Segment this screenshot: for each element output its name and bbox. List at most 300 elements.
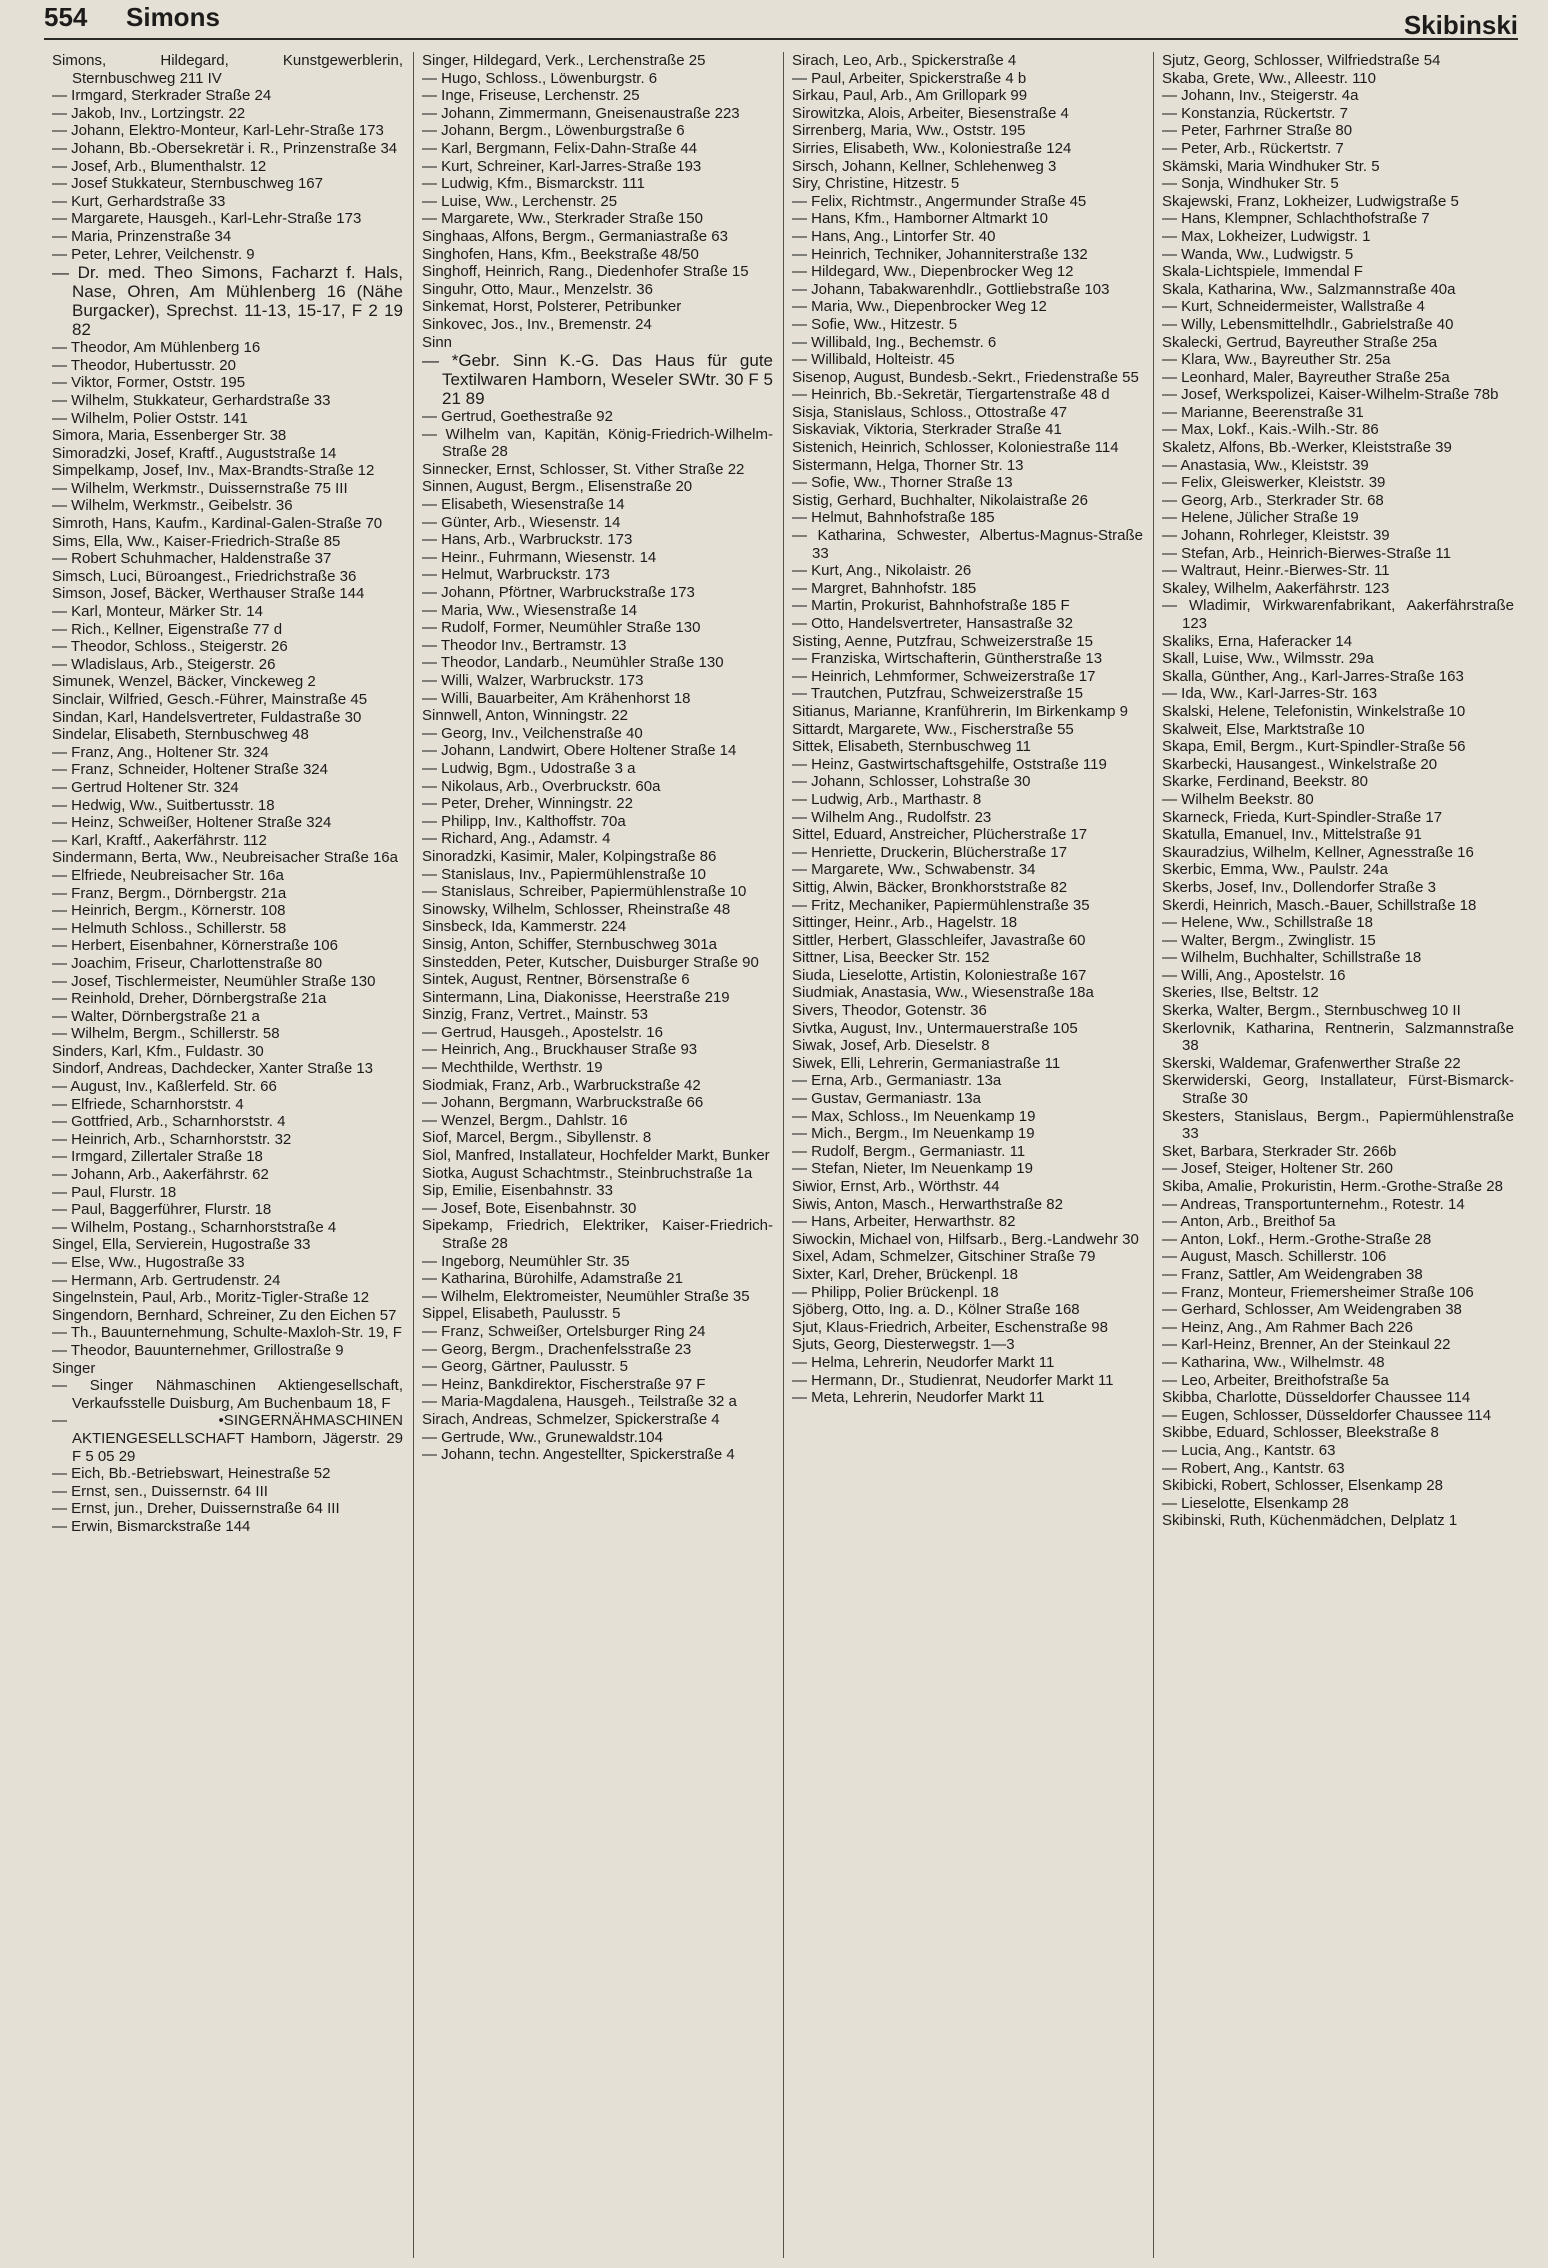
- directory-entry: — Wilhelm, Elektromeister, Neumühler Straße 35: [422, 1287, 750, 1305]
- directory-entry: — Heinrich, Bergm., Körnerstr. 108: [52, 902, 286, 920]
- directory-entry: Sippel, Elisabeth, Paulusstr. 5: [422, 1305, 621, 1323]
- directory-entry: Siwak, Josef, Arb. Dieselstr. 8: [792, 1037, 990, 1055]
- directory-entry: — Margret, Bahnhofstr. 185: [792, 579, 977, 597]
- directory-entry: Singelnstein, Paul, Arb., Moritz-Tigler-Straße 12: [52, 1289, 370, 1307]
- directory-entry: Siskaviak, Viktoria, Sterkrader Straße 41: [792, 421, 1062, 439]
- directory-entry: Siodmiak, Franz, Arb., Warbruckstraße 42: [422, 1076, 701, 1094]
- directory-entry: Simson, Josef, Bäcker, Werthauser Straße 144: [52, 585, 365, 603]
- directory-entry: — Heinz, Gastwirtschaftsgehilfe, Oststraße 119: [792, 755, 1107, 773]
- directory-entry: — Gertrud, Hausgeh., Apostelstr. 16: [422, 1023, 663, 1041]
- directory-entry: Sisting, Aenne, Putzfrau, Schweizerstraße 15: [792, 632, 1093, 650]
- directory-entry: — Paul, Arbeiter, Spickerstraße 4 b: [792, 69, 1027, 87]
- directory-entry: Skerdi, Heinrich, Masch.-Bauer, Schillstraße 18: [1162, 896, 1477, 914]
- directory-entry: — Meta, Lehrerin, Neudorfer Markt 11: [792, 1389, 1045, 1407]
- directory-entry: Siwis, Anton, Masch., Herwarthstraße 82: [792, 1195, 1063, 1213]
- directory-entry: Skaletz, Alfons, Bb.-Werker, Kleiststraße 39: [1162, 439, 1452, 457]
- directory-entry: Skall, Luise, Ww., Wilmsstr. 29a: [1162, 650, 1374, 668]
- directory-entry: Sinders, Karl, Kfm., Fuldastr. 30: [52, 1042, 264, 1060]
- directory-entry: Siwior, Ernst, Arb., Wörthstr. 44: [792, 1178, 1000, 1195]
- directory-entry: Sivers, Theodor, Gotenstr. 36: [792, 1002, 987, 1020]
- directory-entry: Skämski, Maria Windhuker Str. 5: [1162, 157, 1380, 175]
- directory-entry: — Klara, Ww., Bayreuther Str. 25a: [1162, 351, 1391, 369]
- directory-entry: — Karl, Monteur, Märker Str. 14: [52, 603, 263, 621]
- header-right-name: Skibinski: [1403, 10, 1518, 40]
- directory-entry: — Wilhelm, Buchhalter, Schillstraße 18: [1162, 949, 1422, 967]
- directory-entry: — Kurt, Schreiner, Karl-Jarres-Straße 193: [422, 157, 702, 175]
- directory-entry: — Johann, Tabakwarenhdlr., Gottliebstraße 103: [792, 280, 1110, 298]
- directory-entry: — Kurt, Ang., Nikolaistr. 26: [792, 562, 972, 580]
- directory-entry: — Elisabeth, Wiesenstraße 14: [422, 496, 625, 514]
- directory-entry: — Robert, Ang., Kantstr. 63: [1162, 1459, 1345, 1477]
- directory-entry: — Georg, Arb., Sterkrader Str. 68: [1162, 491, 1384, 509]
- directory-entry: — Wilhelm, Bergm., Schillerstr. 58: [52, 1025, 280, 1043]
- directory-entry: Skaba, Grete, Ww., Alleestr. 110: [1162, 69, 1376, 87]
- directory-entry: — Stefan, Arb., Heinrich-Bierwes-Straße 11: [1162, 544, 1451, 562]
- directory-entry: — Stanislaus, Schreiber, Papiermühlenstraße 10: [422, 883, 747, 901]
- directory-entry: — Konstanzia, Rückertstr. 7: [1162, 104, 1348, 122]
- directory-entry: — Ernst, sen., Duissernstr. 64 III: [52, 1482, 268, 1500]
- directory-entry: — Marianne, Beerenstraße 31: [1162, 403, 1364, 421]
- directory-entry: — Stanislaus, Inv., Papiermühlenstraße 10: [422, 865, 707, 883]
- directory-entry: Sintermann, Lina, Diakonisse, Heerstraße 219: [422, 988, 730, 1006]
- directory-entry: — Hildegard, Ww., Diepenbrocker Weg 12: [792, 263, 1074, 281]
- directory-entry: — Franz, Schneider, Holtener Straße 324: [52, 761, 328, 779]
- directory-entry: Skiba, Amalie, Prokuristin, Herm.-Grothe-Straße 28: [1162, 1178, 1503, 1195]
- directory-entry: Sivtka, August, Inv., Untermauerstraße 105: [792, 1019, 1078, 1037]
- directory-entry: — Reinhold, Dreher, Dörnbergstraße 21a: [52, 990, 327, 1008]
- directory-entry: — Hans, Klempner, Schlachthofstraße 7: [1162, 210, 1430, 228]
- directory-entry: — Anton, Lokf., Herm.-Grothe-Straße 28: [1162, 1230, 1432, 1248]
- directory-entry: Sittner, Lisa, Beecker Str. 152: [792, 949, 990, 967]
- directory-entry: — Heinrich, Arb., Scharnhorststr. 32: [52, 1130, 292, 1148]
- directory-entry: — Wilhelm, Postang., Scharnhorststraße 4: [52, 1218, 337, 1236]
- directory-entry: — Elfriede, Scharnhorststr. 4: [52, 1095, 244, 1113]
- directory-entry: Singhoff, Heinrich, Rang., Diedenhofer Straße 15: [422, 263, 749, 281]
- directory-entry: — Gertrud Holtener Str. 324: [52, 778, 239, 796]
- directory-entry: — Josef Stukkateur, Sternbuschweg 167: [52, 175, 323, 193]
- directory-entry: Sipekamp, Friedrich, Elektriker, Kaiser-Friedrich-Straße 28: [422, 1217, 773, 1252]
- directory-entry: Simoradzki, Josef, Kraftf., Auguststraße 14: [52, 444, 337, 462]
- directory-column-1: [44, 52, 414, 2258]
- directory-entry: — Johann, Pförtner, Warbruckstraße 173: [422, 584, 695, 602]
- directory-entry: Sittek, Elisabeth, Sternbuschweg 11: [792, 738, 1032, 756]
- directory-entry: — Hedwig, Ww., Suitbertusstr. 18: [52, 796, 275, 814]
- directory-entry: Sjöberg, Otto, Ing. a. D., Kölner Straße 168: [792, 1301, 1080, 1319]
- directory-entry: — Kurt, Gerhardstraße 33: [52, 192, 226, 210]
- directory-entry: — Eugen, Schlosser, Düsseldorfer Chaussee 114: [1162, 1406, 1492, 1424]
- directory-entry: — Hans, Arb., Warbruckstr. 173: [422, 531, 633, 549]
- directory-entry: — Heinrich, Lehmformer, Schweizerstraße 17: [792, 667, 1096, 685]
- directory-entry: Sinoradzki, Kasimir, Maler, Kolpingstraße 86: [422, 847, 717, 865]
- directory-entry: — Luise, Ww., Lerchenstr. 25: [422, 192, 618, 210]
- directory-entry: — August, Inv., Kaßlerfeld. Str. 66: [52, 1078, 277, 1096]
- directory-entry: — Wanda, Ww., Ludwigstr. 5: [1162, 245, 1354, 263]
- directory-entry: Sixel, Adam, Schmelzer, Gitschiner Straße 79: [792, 1248, 1096, 1266]
- directory-entry: — Ingeborg, Neumühler Str. 35: [422, 1252, 630, 1270]
- directory-entry: Skerwiderski, Georg, Installateur, Fürst-Bismarck-Straße 30: [1162, 1072, 1514, 1108]
- directory-entry: — Helma, Lehrerin, Neudorfer Markt 11: [792, 1353, 1055, 1371]
- directory-entry: — Wilhelm Ang., Rudolfstr. 23: [792, 808, 992, 826]
- directory-entry: — Johann, Inv., Steigerstr. 4a: [1162, 87, 1359, 105]
- directory-entry: Sisenop, August, Bundesb.-Sekrt., Friedenstraße 55: [792, 368, 1139, 386]
- directory-entry: — Josef, Tischlermeister, Neumühler Straße 130: [52, 972, 376, 990]
- directory-entry: — Hermann, Dr., Studienrat, Neudorfer Markt 11: [792, 1371, 1114, 1389]
- directory-entry: Singhofen, Hans, Kfm., Beekstraße 48/50: [422, 245, 699, 263]
- directory-entry: — Maria, Prinzenstraße 34: [52, 227, 232, 245]
- directory-entry: Sinkovec, Jos., Inv., Bremenstr. 24: [422, 315, 652, 333]
- directory-entry: — Waltraut, Heinr.-Bierwes-Str. 11: [1162, 562, 1390, 580]
- directory-entry: — Johann, Bergmann, Warbruckstraße 66: [422, 1094, 704, 1112]
- directory-entry: — Willi, Ang., Apostelstr. 16: [1162, 966, 1346, 984]
- directory-entry: — Heinz, Bankdirektor, Fischerstraße 97 F: [422, 1375, 706, 1393]
- directory-entry: — Trautchen, Putzfrau, Schweizerstraße 15: [792, 685, 1083, 703]
- directory-entry: Skibba, Charlotte, Düsseldorfer Chaussee 114: [1162, 1389, 1471, 1407]
- directory-entry: — Erwin, Bismarckstraße 144: [52, 1517, 251, 1535]
- directory-entry: — Richard, Ang., Adamstr. 4: [422, 830, 611, 848]
- directory-entry: — Sofie, Ww., Hitzestr. 5: [792, 315, 958, 333]
- directory-entry: — Otto, Handelsvertreter, Hansastraße 32: [792, 615, 1073, 632]
- directory-entry: — Johann, Schlosser, Lohstraße 30: [792, 773, 1031, 791]
- directory-entry: Sitianus, Marianne, Kranführerin, Im Birkenkamp 9: [792, 702, 1128, 720]
- directory-entry: Sinnen, August, Bergm., Elisenstraße 20: [422, 478, 693, 496]
- directory-entry: Skala-Lichtspiele, Immendal F: [1162, 263, 1363, 281]
- directory-entry: — Viktor, Former, Oststr. 195: [52, 374, 246, 392]
- directory-entry: — Kurt, Schneidermeister, Wallstraße 4: [1162, 298, 1425, 316]
- directory-entry: Skalla, Günther, Ang., Karl-Jarres-Straße 163: [1162, 667, 1464, 685]
- directory-entry: Sindermann, Berta, Ww., Neubreisacher Straße 16a: [52, 849, 398, 867]
- directory-entry: — Philipp, Polier Brückenpl. 18: [792, 1283, 999, 1301]
- directory-entry: — Wilhelm, Werkmstr., Geibelstr. 36: [52, 497, 293, 515]
- directory-entry: — Willi, Walzer, Warbruckstr. 173: [422, 672, 644, 689]
- directory-entry: Singendorn, Bernhard, Schreiner, Zu den Eichen 57: [52, 1306, 397, 1324]
- directory-entry: — Helmuth Schloss., Schillerstr. 58: [52, 919, 287, 937]
- directory-entry: Sirach, Andreas, Schmelzer, Spickerstraße 4: [422, 1410, 720, 1428]
- directory-entry: Skatulla, Emanuel, Inv., Mittelstraße 91: [1162, 826, 1422, 844]
- directory-entry: Sittel, Eduard, Anstreicher, Plücherstraße 17: [792, 826, 1088, 844]
- page-header: [44, 0, 1518, 40]
- directory-entry: — Heinz, Schweißer, Holtener Straße 324: [52, 814, 332, 832]
- directory-entry: — Erna, Arb., Germaniastr. 13a: [792, 1072, 1002, 1090]
- directory-entry: Skesters, Stanislaus, Bergm., Papiermühlenstraße 33: [1162, 1107, 1514, 1143]
- directory-entry: Sintek, August, Rentner, Börsenstraße 6: [422, 971, 690, 989]
- directory-entry: Skibinski, Ruth, Küchenmädchen, Delplatz 1: [1162, 1512, 1458, 1530]
- directory-entry: — Rich., Kellner, Eigenstraße 77 d: [52, 620, 283, 638]
- directory-entry: Siry, Christine, Hitzestr. 5: [792, 175, 960, 193]
- directory-entry: — Karl, Bergmann, Felix-Dahn-Straße 44: [422, 139, 698, 157]
- directory-entry: — Wilhelm, Polier Oststr. 141: [52, 409, 248, 427]
- directory-entry: Siol, Manfred, Installateur, Hochfelder Markt, Bunker: [422, 1147, 770, 1165]
- directory-entry: Skala, Katharina, Ww., Salzmannstraße 40a: [1162, 280, 1456, 298]
- directory-entry: — Franz, Schweißer, Ortelsburger Ring 24: [422, 1322, 706, 1340]
- directory-entry: — Robert Schuhmacher, Haldenstraße 37: [52, 550, 332, 568]
- directory-entry: — Jakob, Inv., Lortzingstr. 22: [52, 104, 246, 122]
- directory-entry: — Maria-Magdalena, Hausgeh., Teilstraße 32 a: [422, 1393, 737, 1411]
- directory-entry: — Anastasia, Ww., Kleiststr. 39: [1162, 456, 1369, 474]
- directory-entry: — Hugo, Schloss., Löwenburgstr. 6: [422, 69, 658, 87]
- directory-entry: Sittardt, Margarete, Ww., Fischerstraße 55: [792, 720, 1074, 738]
- directory-entry: Siotka, August Schachtmstr., Steinbruchstraße 1a: [422, 1164, 753, 1182]
- directory-entry: — Peter, Dreher, Winningstr. 22: [422, 795, 633, 813]
- directory-entry: — Ludwig, Bgm., Udostraße 3 a: [422, 759, 636, 777]
- directory-entry: — Hans, Ang., Lintorfer Str. 40: [792, 227, 996, 245]
- directory-entry: — Stefan, Nieter, Im Neuenkamp 19: [792, 1160, 1033, 1178]
- directory-entry: Simunek, Wenzel, Bäcker, Vinckeweg 2: [52, 673, 316, 691]
- directory-entry: — Theodor, Landarb., Neumühler Straße 130: [422, 654, 724, 672]
- directory-entry: — Wladislaus, Arb., Steigerstr. 26: [52, 655, 276, 673]
- directory-entry: Singer, Hildegard, Verk., Lerchenstraße 25: [422, 52, 706, 69]
- directory-entry: Sindelar, Elisabeth, Sternbuschweg 48: [52, 726, 309, 744]
- directory-entry: — Eich, Bb.-Betriebswart, Heinestraße 52: [52, 1465, 331, 1483]
- directory-entry: — Walter, Bergm., Zwinglistr. 15: [1162, 931, 1376, 949]
- directory-entry: Siuda, Lieselotte, Artistin, Koloniestraße 167: [792, 966, 1087, 984]
- directory-entry: — Franziska, Wirtschafterin, Güntherstraße 13: [792, 650, 1103, 668]
- directory-entry: — Leo, Arbeiter, Breithofstraße 5a: [1162, 1371, 1389, 1389]
- directory-entry: Sip, Emilie, Eisenbahnstr. 33: [422, 1182, 613, 1200]
- directory-entry: Sittler, Herbert, Glasschleifer, Javastraße 60: [792, 931, 1086, 949]
- directory-entry: Siwek, Elli, Lehrerin, Germaniastraße 11: [792, 1054, 1061, 1072]
- directory-entry: Skerski, Waldemar, Grafenwerther Straße 22: [1162, 1054, 1461, 1072]
- directory-entry: — Elfriede, Neubreisacher Str. 16a: [52, 866, 284, 884]
- directory-entry: — Rudolf, Bergm., Germaniastr. 11: [792, 1142, 1026, 1160]
- directory-entry: — Wladimir, Wirkwarenfabrikant, Aakerfährstraße 123: [1162, 597, 1514, 632]
- directory-entry: — Heinrich, Techniker, Johanniterstraße 132: [792, 245, 1088, 263]
- directory-entry: Simons, Hildegard, Kunstgewerblerin, Sternbuschweg 211 IV: [52, 52, 403, 87]
- directory-entry: Sinclair, Wilfried, Gesch.-Führer, Mainstraße 45: [52, 691, 368, 708]
- directory-entry: — Herbert, Eisenbahner, Körnerstraße 106: [52, 937, 338, 955]
- directory-entry: — Ludwig, Kfm., Bismarckstr. 111: [422, 175, 645, 193]
- directory-entry: — Franz, Sattler, Am Weidengraben 38: [1162, 1265, 1423, 1283]
- directory-entry: — Sofie, Ww., Thorner Straße 13: [792, 474, 1013, 492]
- directory-entry: Singer: [52, 1359, 96, 1377]
- directory-entry: Skarke, Ferdinand, Beekstr. 80: [1162, 773, 1368, 791]
- directory-entry: — Johann, Landwirt, Obere Holtener Straße 14: [422, 742, 737, 760]
- directory-entry: Siwockin, Michael von, Hilfsarb., Berg.-Landwehr 30: [792, 1230, 1139, 1248]
- directory-entry: — Paul, Flurstr. 18: [52, 1183, 177, 1201]
- directory-entry: — Gerhard, Schlosser, Am Weidengraben 38: [1162, 1301, 1462, 1319]
- directory-entry: Sjut, Klaus-Friedrich, Arbeiter, Eschenstraße 98: [792, 1318, 1108, 1336]
- directory-entry: — Margarete, Ww., Schwabenstr. 34: [792, 861, 1036, 879]
- directory-entry: — Johann, Bergm., Löwenburgstraße 6: [422, 122, 685, 140]
- directory-entry: Sistenich, Heinrich, Schlosser, Koloniestraße 114: [792, 439, 1119, 457]
- directory-entry: — Nikolaus, Arb., Overbruckstr. 60a: [422, 777, 661, 795]
- directory-entry: Skarbecki, Hausangest., Winkelstraße 20: [1162, 755, 1438, 773]
- directory-entry: Sirowitzka, Alois, Arbeiter, Biesenstraße 4: [792, 104, 1069, 122]
- directory-entry: — Ludwig, Arb., Marthastr. 8: [792, 790, 982, 808]
- directory-entry: — Theodor, Hubertusstr. 20: [52, 356, 236, 374]
- directory-entry: — Karl, Kraftf., Aakerfährstr. 112: [52, 831, 267, 849]
- directory-entry: — Helene, Ww., Schillstraße 18: [1162, 914, 1373, 932]
- directory-entry: Sindorf, Andreas, Dachdecker, Xanter Straße 13: [52, 1060, 374, 1078]
- directory-entry: — Gustav, Germaniastr. 13a: [792, 1090, 981, 1108]
- directory-entry: — Heinrich, Bb.-Sekretär, Tiergartenstraße 48 d: [792, 386, 1110, 404]
- directory-entry: Singhaas, Alfons, Bergm., Germaniastraße 63: [422, 227, 728, 245]
- directory-entry: — August, Masch. Schillerstr. 106: [1162, 1248, 1387, 1266]
- directory-entry: — Anton, Arb., Breithof 5a: [1162, 1213, 1336, 1231]
- directory-entry: — Mich., Bergm., Im Neuenkamp 19: [792, 1125, 1035, 1143]
- directory-entry: — Georg, Gärtner, Paulusstr. 5: [422, 1358, 628, 1376]
- directory-entry: — Ernst, jun., Dreher, Duissernstraße 64 III: [52, 1500, 340, 1518]
- directory-entry: — Willy, Lebensmittelhdlr., Gabrielstraße 40: [1162, 315, 1454, 333]
- directory-entry: — Felix, Richtmstr., Angermunder Straße 45: [792, 192, 1087, 210]
- directory-entry: — Paul, Baggerführer, Flurstr. 18: [52, 1201, 272, 1219]
- directory-entry: Skajewski, Franz, Lokheizer, Ludwigstraße 5: [1162, 192, 1459, 210]
- directory-entry: — Leonhard, Maler, Bayreuther Straße 25a: [1162, 368, 1450, 386]
- directory-entry: — Theodor, Schloss., Steigerstr. 26: [52, 638, 288, 656]
- directory-entry: Sinstedden, Peter, Kutscher, Duisburger Straße 90: [422, 953, 759, 971]
- directory-entry: — Wilhelm Beekstr. 80: [1162, 790, 1314, 808]
- directory-entry: — Hermann, Arb. Gertrudenstr. 24: [52, 1271, 281, 1289]
- directory-entry: Skibicki, Robert, Schlosser, Elsenkamp 28: [1162, 1477, 1443, 1495]
- directory-entry: — Th., Bauunternehmung, Schulte-Maxloh-Str. 19, F: [52, 1324, 402, 1342]
- directory-entry: — Lucia, Ang., Kantstr. 63: [1162, 1441, 1336, 1459]
- directory-entry: — Heinrich, Ang., Bruckhauser Straße 93: [422, 1041, 698, 1059]
- directory-entry: — Katharina, Ww., Wilhelmstr. 48: [1162, 1353, 1385, 1371]
- directory-entry: — Helene, Jülicher Straße 19: [1162, 509, 1359, 527]
- directory-entry: — Franz, Monteur, Friemersheimer Straße 106: [1162, 1283, 1474, 1301]
- directory-entry: — Helmut, Bahnhofstraße 185: [792, 509, 995, 527]
- directory-entry: Sittig, Alwin, Bäcker, Bronkhorststraße 82: [792, 878, 1068, 896]
- directory-entry: — Franz, Ang., Holtener Str. 324: [52, 743, 269, 761]
- directory-entry: Skalweit, Else, Marktstraße 10: [1162, 720, 1365, 738]
- directory-entry: Sirkau, Paul, Arb., Am Grillopark 99: [792, 87, 1028, 105]
- directory-entry: Skerka, Walter, Bergm., Sternbuschweg 10 II: [1162, 1002, 1461, 1020]
- directory-entry: — Peter, Farhrner Straße 80: [1162, 122, 1353, 140]
- directory-entry: Sixter, Karl, Dreher, Brückenpl. 18: [792, 1265, 1018, 1283]
- directory-entry: — Johann, Zimmermann, Gneisenaustraße 223: [422, 104, 740, 122]
- directory-entry: — *Gebr. Sinn K.-G. Das Haus für gute Textilwaren Hamborn, Weseler SWtr. 30 F 5 21 89: [422, 351, 773, 409]
- directory-entry: — Martin, Prokurist, Bahnhofstraße 185 F: [792, 597, 1070, 615]
- directory-entry: Siof, Marcel, Bergm., Sibyllenstr. 8: [422, 1129, 652, 1147]
- directory-entry: Skerlovnik, Katharina, Rentnerin, Salzmannstraße 38: [1162, 1019, 1514, 1055]
- directory-entry: — Johann, Elektro-Monteur, Karl-Lehr-Straße 173: [52, 122, 384, 140]
- directory-column-3: [784, 52, 1154, 2258]
- directory-entry: — Wilhelm van, Kapitän, König-Friedrich-Wilhelm-Straße 28: [422, 425, 773, 461]
- directory-entry: — Margarete, Ww., Sterkrader Straße 150: [422, 210, 703, 228]
- directory-entry: — Josef, Bote, Eisenbahnstr. 30: [422, 1199, 637, 1217]
- directory-column-2: [414, 52, 784, 2258]
- header-left-name: Simons: [126, 2, 220, 32]
- directory-entry: — Dr. med. Theo Simons, Facharzt f. Hals, Nase, Ohren, Am Mühlenberg 16 (Nähe Burgacker), Sprechst. 11-13, 15-17, F 2 19 82: [52, 263, 403, 340]
- directory-entry: Sirsch, Johann, Kellner, Schlehenweg 3: [792, 157, 1057, 175]
- directory-entry: — Max, Schloss., Im Neuenkamp 19: [792, 1107, 1036, 1125]
- directory-entry: — Hans, Arbeiter, Herwarthstr. 82: [792, 1213, 1016, 1231]
- directory-entry: — Georg, Bergm., Drachenfelsstraße 23: [422, 1340, 692, 1358]
- directory-entry: Skauradzius, Wilhelm, Kellner, Agnesstraße 16: [1162, 843, 1474, 861]
- directory-entry: Sisja, Stanislaus, Schloss., Ottostraße 47: [792, 403, 1068, 421]
- page-number: 554: [44, 2, 88, 32]
- directory-entry: — Rudolf, Former, Neumühler Straße 130: [422, 619, 701, 637]
- directory-entry: Skibbe, Eduard, Schlosser, Bleekstraße 8: [1162, 1424, 1439, 1442]
- directory-entry: Sinzig, Franz, Vertret., Mainstr. 53: [422, 1006, 648, 1024]
- directory-entry: — Singer Nähmaschinen Aktiengesellschaft, Verkaufsstelle Duisburg, Am Buchenbaum 18, F: [52, 1377, 403, 1412]
- directory-entry: Simpelkamp, Josef, Inv., Max-Brandts-Straße 12: [52, 462, 375, 480]
- directory-entry: — Georg, Inv., Veilchenstraße 40: [422, 724, 643, 742]
- directory-entry: Sinkemat, Horst, Polsterer, Petribunker: [422, 298, 682, 316]
- directory-entry: — Margarete, Hausgeh., Karl-Lehr-Straße 173: [52, 210, 362, 228]
- directory-entry: Sirach, Leo, Arb., Spickerstraße 4: [792, 52, 1017, 69]
- directory-entry: Skaliks, Erna, Haferacker 14: [1162, 632, 1353, 650]
- directory-entry: — Mechthilde, Werthstr. 19: [422, 1059, 603, 1077]
- directory-entry: — Heinz, Ang., Am Rahmer Bach 226: [1162, 1318, 1413, 1336]
- directory-entry: Sims, Ella, Ww., Kaiser-Friedrich-Straße 85: [52, 532, 341, 550]
- directory-entry: — Theodor, Bauunternehmer, Grillostraße 9: [52, 1341, 344, 1359]
- directory-entry: Simroth, Hans, Kaufm., Kardinal-Galen-Straße 70: [52, 515, 383, 533]
- directory-entry: — Franz, Bergm., Dörnbergstr. 21a: [52, 884, 287, 902]
- directory-entry: — Fritz, Mechaniker, Papiermühlenstraße 35: [792, 896, 1090, 914]
- directory-entry: Sinnwell, Anton, Winningstr. 22: [422, 707, 628, 725]
- directory-entry: — Maria, Ww., Wiesenstraße 14: [422, 601, 638, 619]
- directory-entry: — Willi, Bauarbeiter, Am Krähenhorst 18: [422, 689, 691, 707]
- directory-entry: — Peter, Lehrer, Veilchenstr. 9: [52, 245, 255, 263]
- directory-entry: — Wenzel, Bergm., Dahlstr. 16: [422, 1111, 628, 1129]
- directory-entry: — Gertrude, Ww., Grunewaldstr.104: [422, 1428, 663, 1446]
- directory-entry: — Philipp, Inv., Kalthoffstr. 70a: [422, 812, 626, 830]
- directory-column-4: [1154, 52, 1524, 2258]
- directory-entry: — Felix, Gleiswerker, Kleiststr. 39: [1162, 474, 1386, 492]
- directory-entry: — Max, Lokheizer, Ludwigstr. 1: [1162, 227, 1371, 245]
- directory-entry: — Josef, Werkspolizei, Kaiser-Wilhelm-Straße 78b: [1162, 386, 1499, 404]
- directory-entry: Sinn: [422, 333, 453, 351]
- directory-entry: — Lieselotte, Elsenkamp 28: [1162, 1494, 1349, 1512]
- directory-entry: — Johann, Bb.-Obersekretär i. R., Prinzenstraße 34: [52, 139, 398, 157]
- directory-entry: — Helmut, Warbruckstr. 173: [422, 566, 610, 584]
- directory-entry: — Josef, Arb., Blumenthalstr. 12: [52, 157, 267, 175]
- directory-entry: Simsch, Luci, Büroangest., Friedrichstraße 36: [52, 567, 357, 585]
- directory-entry: — Irmgard, Sterkrader Straße 24: [52, 87, 272, 105]
- directory-entry: Skaley, Wilhelm, Aakerfährstr. 123: [1162, 579, 1390, 597]
- directory-entry: — Johann, Rohrleger, Kleiststr. 39: [1162, 527, 1390, 545]
- directory-entry: — Katharina, Bürohilfe, Adamstraße 21: [422, 1270, 683, 1288]
- directory-entry: Skerbic, Emma, Ww., Paulstr. 24a: [1162, 861, 1388, 879]
- directory-entry: — Gottfried, Arb., Scharnhorststr. 4: [52, 1113, 286, 1131]
- directory-entry: — Theodor, Am Mühlenberg 16: [52, 339, 261, 357]
- directory-entry: Sinowsky, Wilhelm, Schlosser, Rheinstraße 48: [422, 900, 731, 918]
- directory-entry: — Johann, Arb., Aakerfährstr. 62: [52, 1166, 269, 1184]
- directory-entry: Sjutz, Georg, Schlosser, Wilfriedstraße 54: [1162, 52, 1441, 69]
- directory-entry: — Theodor Inv., Bertramstr. 13: [422, 636, 627, 654]
- directory-entry: — Gertrud, Goethestraße 92: [422, 408, 613, 426]
- directory-entry: — Max, Lokf., Kais.-Wilh.-Str. 86: [1162, 421, 1379, 439]
- directory-columns: [44, 52, 1524, 2258]
- directory-entry: — •SINGERNÄHMASCHINEN AKTIENGESELLSCHAFT Hamborn, Jägerstr. 29 F 5 05 29: [52, 1412, 403, 1465]
- directory-entry: — Wilhelm, Stukkateur, Gerhardstraße 33: [52, 391, 331, 409]
- directory-entry: Sistig, Gerhard, Buchhalter, Nikolaistraße 26: [792, 491, 1088, 509]
- directory-entry: — Sonja, Windhuker Str. 5: [1162, 175, 1339, 193]
- directory-entry: Skeries, Ilse, Beltstr. 12: [1162, 984, 1319, 1002]
- directory-entry: — Wilhelm, Werkmstr., Duissernstraße 75 III: [52, 479, 348, 497]
- directory-entry: Sinsig, Anton, Schiffer, Sternbuschweg 301a: [422, 935, 717, 953]
- directory-entry: — Peter, Arb., Rückertstr. 7: [1162, 139, 1344, 157]
- directory-entry: Skerbs, Josef, Inv., Dollendorfer Straße 3: [1162, 878, 1437, 896]
- directory-entry: Skarneck, Frieda, Kurt-Spindler-Straße 17: [1162, 808, 1443, 826]
- directory-entry: Siudmiak, Anastasia, Ww., Wiesenstraße 18a: [792, 984, 1094, 1002]
- directory-entry: — Willibald, Ing., Bechemstr. 6: [792, 333, 997, 351]
- directory-entry: Skalecki, Gertrud, Bayreuther Straße 25a: [1162, 333, 1438, 351]
- directory-entry: — Andreas, Transportunternehm., Rotestr. 14: [1162, 1195, 1465, 1213]
- directory-entry: — Karl-Heinz, Brenner, An der Steinkaul 22: [1162, 1336, 1451, 1354]
- directory-entry: — Josef, Steiger, Holtener Str. 260: [1162, 1160, 1393, 1178]
- directory-entry: Sinnecker, Ernst, Schlosser, St. Vither Straße 22: [422, 460, 745, 478]
- directory-entry: Sirries, Elisabeth, Ww., Koloniestraße 124: [792, 139, 1072, 157]
- directory-entry: Sinsbeck, Ida, Kammerstr. 224: [422, 918, 627, 936]
- directory-entry: — Willibald, Holteistr. 45: [792, 351, 955, 369]
- directory-entry: — Günter, Arb., Wiesenstr. 14: [422, 513, 621, 531]
- directory-entry: Sittinger, Heinr., Arb., Hagelstr. 18: [792, 914, 1018, 932]
- directory-entry: — Else, Ww., Hugostraße 33: [52, 1254, 245, 1271]
- directory-entry: Sindan, Karl, Handelsvertreter, Fuldastraße 30: [52, 708, 362, 726]
- directory-entry: — Irmgard, Zillertaler Straße 18: [52, 1148, 263, 1166]
- directory-entry: — Ida, Ww., Karl-Jarres-Str. 163: [1162, 685, 1378, 703]
